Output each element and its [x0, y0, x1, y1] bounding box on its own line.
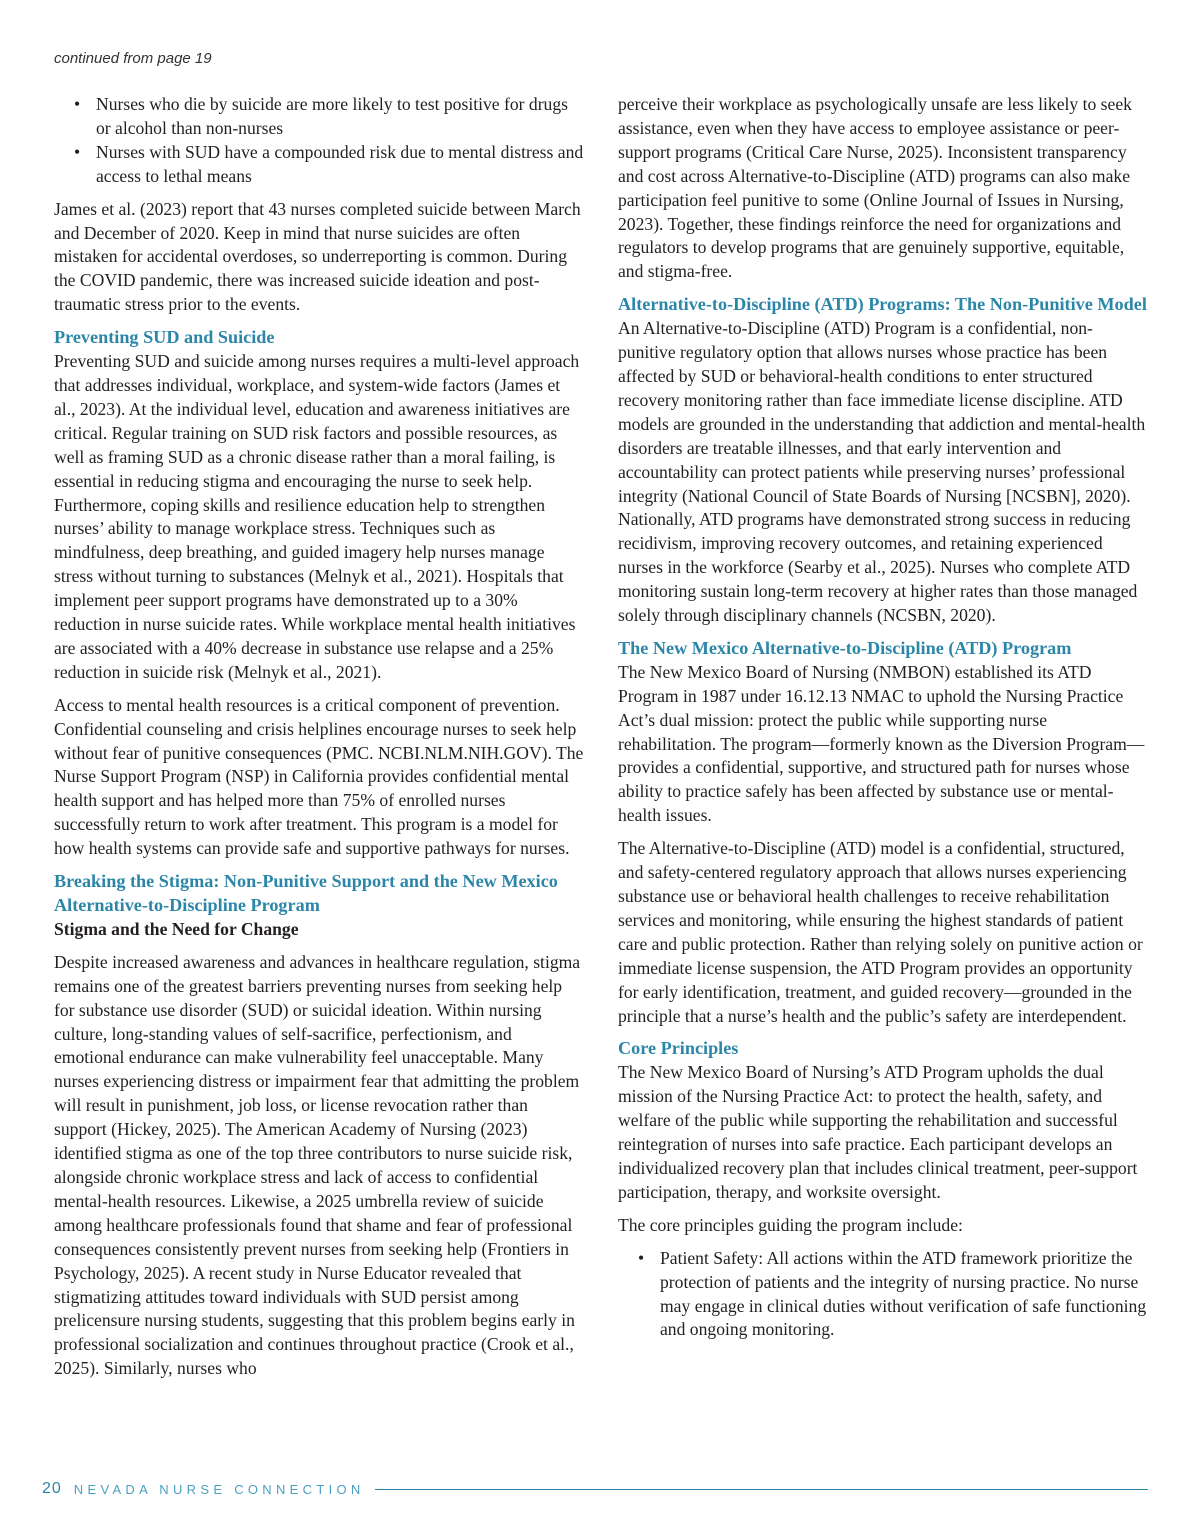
- section-heading: Breaking the Stigma: Non-Punitive Support and the New Mexico Alternative-to-Discipline Program: [54, 871, 558, 915]
- subheading: Stigma and the Need for Change: [54, 918, 299, 939]
- section-heading: Core Principles: [618, 1038, 739, 1059]
- page-footer: [42, 1478, 1148, 1500]
- paragraph: The New Mexico Board of Nursing’s ATD Program upholds the dual mission of the Nursing Practice Act: to protect the health, safety, and welfare of the public while supporting the rehabilitation and successful reintegration of nurses into safe practice. Each participant develops an individualized recovery plan that includes clinical treatment, peer-support participation, therapy, and worksite oversight.: [618, 1062, 1138, 1202]
- page-number: 20: [42, 1480, 62, 1497]
- right-column: [618, 93, 1148, 1351]
- section-heading: Preventing SUD and Suicide: [54, 327, 275, 348]
- magazine-name: NEVADA NURSE CONNECTION: [73, 1481, 365, 1497]
- bullet-list: [618, 1247, 1148, 1343]
- paragraph: Preventing SUD and suicide among nurses requires a multi-level approach that addresses individual, workplace, and system-wide factors (James et al., 2023). At the individual level, education and awareness initiatives are critical. Regular training on SUD risk factors and possible resources, as well as framing SUD as a chronic disease rather than a moral failing, is essential in reducing stigma and encouraging the nurse to seek help. Furthermore, coping skills and resilience education help to strengthen nurses’ ability to manage workplace stress. Techniques such as mindfulness, deep breathing, and guided imagery help nurses manage stress without turning to substances (Melnyk et al., 2021). Hospitals that implement peer support programs have demonstrated up to a 30% reduction in nurse suicide rates. While workplace mental health initiatives are associated with a 40% decrease in substance use relapse and a 25% reduction in suicide risk (Melnyk et al., 2021).: [54, 351, 580, 682]
- paragraph: perceive their workplace as psychologically unsafe are less likely to seek assistance, even when they have access to employee assistance or peer-support programs (Critical Care Nurse, 2025). Inconsistent transparency and cost across Alternative-to-Discipline (ATD) programs can also make participation feel punitive to some (Online Journal of Issues in Nursing, 2023). Together, these findings reinforce the need for organizations and regulators to develop programs that are genuinely supportive, equitable, and stigma-free.: [618, 94, 1132, 282]
- paragraph: An Alternative-to-Discipline (ATD) Program is a confidential, non-punitive regulatory option that allows nurses whose practice has been affected by SUD or behavioral-health conditions to enter structured recovery monitoring rather than face immediate license discipline. ATD models are grounded in the understanding that addiction and mental-health disorders are treatable illnesses, and that early intervention and accountability can protect patients while preserving nurses’ professional integrity (National Council of State Boards of Nursing [NCSBN], 2020). Nationally, ATD programs have demonstrated strong success in reducing recidivism, improving recovery outcomes, and retaining experienced nurses in the workforce (Searby et al., 2025). Nurses who complete ATD monitoring sustain long-term recovery at higher rates than those managed solely through disciplinary channels (NCSBN, 2020).: [618, 318, 1146, 626]
- list-item: • Patient Safety: All actions within the ATD framework prioritize the protection of patients and the integrity of nursing practice. No nurse may engage in clinical duties without verification of safe functioning and ongoing monitoring.: [660, 1247, 1148, 1343]
- continued-note: continued from page 19: [54, 50, 212, 67]
- list-item: • Nurses with SUD have a compounded risk due to mental distress and access to lethal means: [96, 141, 584, 189]
- left-column: [54, 93, 584, 1390]
- footer-rule: [375, 1489, 1148, 1490]
- list-item: • Nurses who die by suicide are more likely to test positive for drugs or alcohol than non-nurses: [96, 93, 584, 141]
- paragraph: The Alternative-to-Discipline (ATD) model is a confidential, structured, and safety-centered regulatory approach that allows nurses experiencing substance use or behavioral health challenges to receive rehabilitation services and monitoring, while ensuring the highest standards of patient care and public protection. Rather than relying solely on punitive action or immediate license suspension, the ATD Program provides an opportunity for early identification, treatment, and guided recovery—grounded in the principle that a nurse’s health and the public’s safety are interdependent.: [618, 838, 1143, 1026]
- paragraph: The core principles guiding the program include:: [618, 1214, 963, 1235]
- section-heading: The New Mexico Alternative-to-Discipline (ATD) Program: [618, 637, 1072, 658]
- section-heading: Alternative-to-Discipline (ATD) Programs: The Non-Punitive Model: [618, 294, 1147, 315]
- bullet-list: [54, 93, 584, 189]
- paragraph: James et al. (2023) report that 43 nurses completed suicide between March and December of 2020. Keep in mind that nurse suicides are often mistaken for accidental overdoses, so underreporting is common. During the COVID pandemic, there was increased suicide ideation and post-traumatic stress prior to the events.: [54, 198, 581, 315]
- paragraph: Despite increased awareness and advances in healthcare regulation, stigma remains one of the greatest barriers preventing nurses from seeking help for substance use disorder (SUD) or suicidal ideation. Within nursing culture, long-standing values of self-sacrifice, perfectionism, and emotional endurance can make vulnerability feel unacceptable. Many nurses experiencing distress or impairment fear that admitting the problem will result in punishment, job loss, or license revocation rather than support (Hickey, 2025). The American Academy of Nursing (2023) identified stigma as one of the top three contributors to nurse suicide risk, alongside chronic workplace stress and lack of access to confidential mental-health resources. Likewise, a 2025 umbrella review of suicide among healthcare professionals found that shame and fear of professional consequences consistently prevent nurses from seeking help (Frontiers in Psychology, 2025). A recent study in Nurse Educator revealed that stigmatizing attitudes toward individuals with SUD persist among prelicensure nursing students, suggesting that this problem begins early in professional socialization and continues throughout practice (Crook et al., 2025). Similarly, nurses who: [54, 951, 581, 1379]
- paragraph: The New Mexico Board of Nursing (NMBON) established its ATD Program in 1987 under 16.12.13 NMAC to uphold the Nursing Practice Act’s dual mission: protect the public while supporting nurse rehabilitation. The program—formerly known as the Diversion Program—provides a confidential, supportive, and structured path for nurses whose ability to practice safely has been affected by substance use or mental-health issues.: [618, 661, 1145, 826]
- paragraph: Access to mental health resources is a critical component of prevention. Confidential counseling and crisis helplines encourage nurses to seek help without fear of punitive consequences (PMC. NCBI.NLM.NIH.GOV). The Nurse Support Program (NSP) in California provides confidential mental health support and has helped more than 75% of enrolled nurses successfully return to work after treatment. This program is a model for how health systems can provide safe and supportive pathways for nurses.: [54, 694, 584, 859]
